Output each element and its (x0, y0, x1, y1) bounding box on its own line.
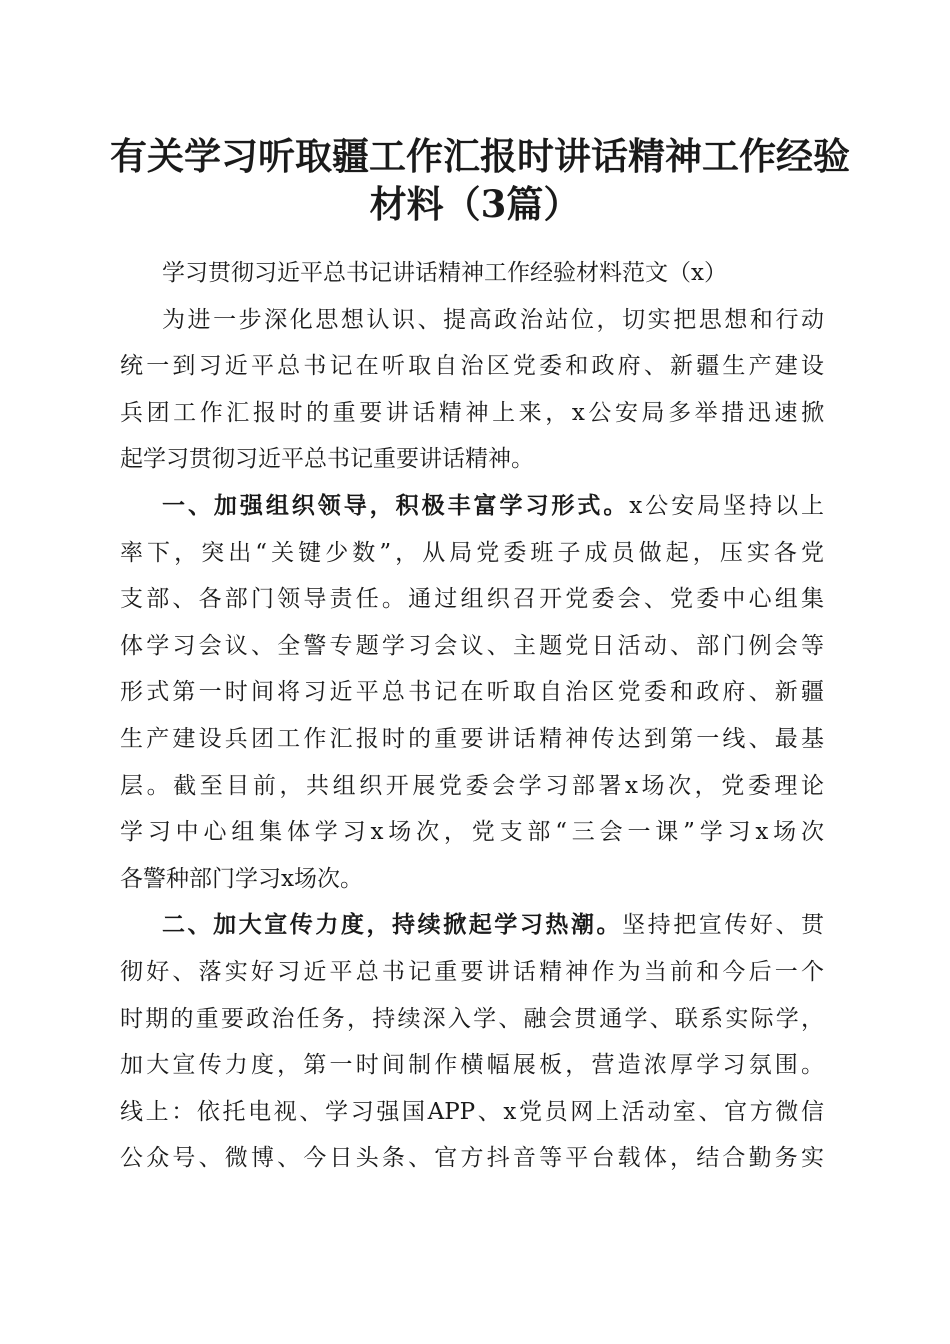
section1-line-2: 支部、各部门领导责任。通过组织召开党委会、党委中心组集 (120, 586, 824, 613)
section1-line-3: 体学习会议、全警专题学习会议、主题党日活动、部门例会等 (120, 632, 824, 659)
section1-line-4: 形式第一时间将习近平总书记在听取自治区党委和政府、新疆 (120, 679, 824, 706)
subtitle: 学习贯彻习近平总书记讲话精神工作经验材料范文（x） (162, 260, 727, 286)
document-title (110, 132, 850, 228)
title-line-2: 材料（3篇） (369, 182, 581, 226)
section1-first-line (120, 483, 824, 530)
title-line-1: 有关学习听取疆工作汇报时讲话精神工作经验 (110, 134, 850, 178)
intro-line-3: 兵团工作汇报时的重要讲话精神上来，x公安局多举措迅速掀 (120, 399, 824, 426)
section1-line-8: 各警种部门学习x场次。 (120, 865, 363, 892)
intro-line-4: 起学习贯彻习近平总书记重要讲话精神。 (120, 446, 534, 473)
section1-heading: 一、加强组织领导，积极丰富学习形式。 (162, 492, 630, 519)
document-body (120, 250, 824, 1182)
section2-line-2: 时期的重要政治任务，持续深入学、融会贯通学、联系实际学， (120, 1005, 824, 1032)
section1-line-5: 生产建设兵团工作汇报时的重要讲话精神传达到第一线、最基 (120, 725, 824, 752)
intro-line-1: 为进一步深化思想认识、提高政治站位，切实把思想和行动 (162, 306, 824, 333)
section2-heading: 二、加大宣传力度，持续掀起学习热潮。 (162, 912, 623, 939)
section2-line-3: 加大宣传力度，第一时间制作横幅展板，营造浓厚学习氛围。 (120, 1052, 824, 1079)
section2-line-4: 线上：依托电视、学习强国APP、x党员网上活动室、官方微信 (120, 1098, 824, 1125)
section1-first-line-rest: x公安局坚持以上 (629, 492, 824, 519)
section1-line-6: 层。截至目前，共组织开展党委会学习部署x场次，党委理论 (120, 772, 824, 799)
section2-first-line-rest: 坚持把宣传好、贯 (622, 912, 825, 939)
intro-line-2: 统一到习近平总书记在听取自治区党委和政府、新疆生产建设 (120, 353, 824, 380)
section2-line-5: 公众号、微博、今日头条、官方抖音等平台载体，结合勤务实 (120, 1145, 824, 1172)
section2-line-1: 彻好、落实好习近平总书记重要讲话精神作为当前和今后一个 (120, 958, 824, 985)
section1-line-1: 率下，突出“关键少数”，从局党委班子成员做起，压实各党 (120, 539, 824, 566)
section1-line-7: 学习中心组集体学习x场次，党支部“三会一课”学习x场次 (120, 819, 824, 846)
section2-first-line (120, 902, 824, 949)
